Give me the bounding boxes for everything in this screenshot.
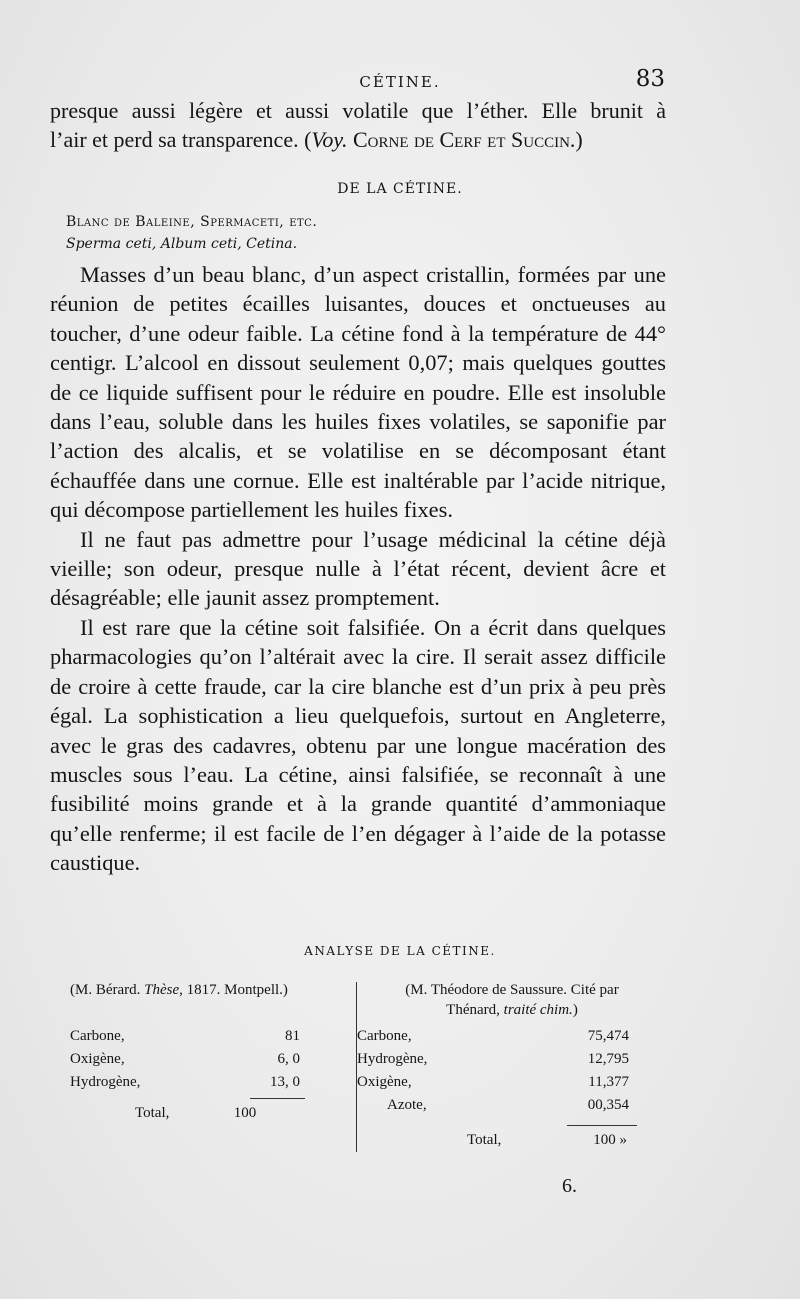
element-name: Oxigène, (70, 1051, 125, 1067)
element-value: 13, 0 (270, 1074, 300, 1090)
synonyms-line-2: Sperma ceti, Album ceti, Cetina. (66, 236, 298, 252)
total-row (70, 1105, 350, 1125)
element-value: 6, 0 (277, 1051, 300, 1067)
cross-reference: Corne de Cerf et Succin.) (347, 127, 583, 153)
right-source-close: ) (572, 1002, 578, 1018)
element-value: 11,377 (588, 1074, 629, 1090)
total-label: Total, (467, 1132, 502, 1148)
total-label: Total, (135, 1105, 170, 1121)
left-source-work: Thèse (144, 982, 180, 998)
element-value: 12,795 (587, 1051, 629, 1067)
table-row (70, 1074, 350, 1094)
table-row (70, 1028, 350, 1048)
right-source-line-1: (M. Théodore de Saussure. Cité par (405, 982, 619, 998)
total-value: 100 (233, 1105, 257, 1121)
analysis-title: ANALYSE DE LA CÉTINE. (304, 944, 496, 958)
table-row (357, 1074, 667, 1094)
body-text (50, 260, 666, 878)
analysis-table (70, 980, 670, 1165)
element-name: Oxigène, (357, 1074, 412, 1090)
paragraph: Il est rare que la cétine soit falsifiée. On a écrit dans quelques pharmacologies qu’on l’altérait avec la cire. Il serait assez difficile de croire à cette fraude, car la cire blanche est d’un prix à peu près égal. La sophistication a lieu quelquefois, surtout en Angleterre, avec le gras des cadavres, obtenu par une longue macération des muscles sous l’eau. La cétine, ainsi falsifiée, se reconnaît à une fusibilité moins grande et à la grande quantité d’ammoniaque qu’elle renferme; il est facile de l’en dégager à l’aide de la potasse caustique. (50, 614, 666, 876)
continuation-line-2-start: l’air et perd sa transparence. ( (50, 127, 312, 153)
element-name: Carbone, (357, 1028, 412, 1044)
total-rule (250, 1098, 305, 1099)
continuation-text (50, 96, 666, 155)
element-name: Azote, (387, 1097, 427, 1113)
left-source (70, 980, 360, 1000)
element-value: 81 (285, 1028, 300, 1044)
see-reference: Voy. (311, 127, 348, 153)
element-name: Carbone, (70, 1028, 125, 1044)
element-value: 75,474 (587, 1028, 629, 1044)
left-source-author: (M. Bérard. (70, 982, 145, 998)
table-row (357, 1051, 667, 1071)
right-source (357, 980, 667, 1020)
element-name: Hydrogène, (70, 1074, 141, 1090)
right-source-line-2 (357, 1000, 667, 1020)
element-value: 00,354 (587, 1097, 629, 1113)
page-number: 83 (635, 66, 665, 92)
right-source-work: traité chim. (503, 1002, 573, 1018)
section-title: DE LA CÉTINE. (337, 181, 463, 197)
paragraph: Masses d’un beau blanc, d’un aspect cristallin, formées par une réunion de petites écailles luisantes, douces et onctueuses au toucher, d’une odeur faible. La cétine fond à la température de 44° centigr. L’alcool en dissout seulement 0,07; mais quelques gouttes de ce liquide suffisent pour le réduire en poudre. Elle est insoluble dans l’eau, soluble dans les huiles fixes volatiles, se saponifie par l’action des alcalis, et se volatilise en se décomposant étant échauffée dans une cornue. Elle est inaltérable par l’acide nitrique, qui décompose partiellement les huiles fixes. (50, 262, 666, 523)
synonyms-line-1: Blanc de Baleine, Spermaceti, etc. (66, 214, 318, 230)
signature-mark: 6. (562, 1175, 577, 1197)
element-name: Hydrogène, (357, 1051, 428, 1067)
table-row (357, 1028, 667, 1048)
continuation-line-1: presque aussi légère et aussi volatile que l’éther. Elle brunit à (50, 98, 666, 123)
left-source-date: , 1817. Montpell.) (179, 982, 288, 998)
paragraph: Il ne faut pas admettre pour l’usage médicinal la cétine déjà vieille; son odeur, presque nulle à l’état récent, devient âcre et désagréable; elle jaunit assez promptement. (50, 526, 666, 611)
total-value: 100 » (593, 1132, 627, 1148)
table-row (70, 1051, 350, 1071)
continuation-line-2 (50, 125, 666, 154)
table-row (357, 1097, 667, 1117)
total-row (357, 1132, 667, 1152)
right-source-author: Thénard, (446, 1002, 504, 1018)
running-title: CÉTINE. (359, 73, 441, 91)
total-rule (567, 1125, 637, 1126)
